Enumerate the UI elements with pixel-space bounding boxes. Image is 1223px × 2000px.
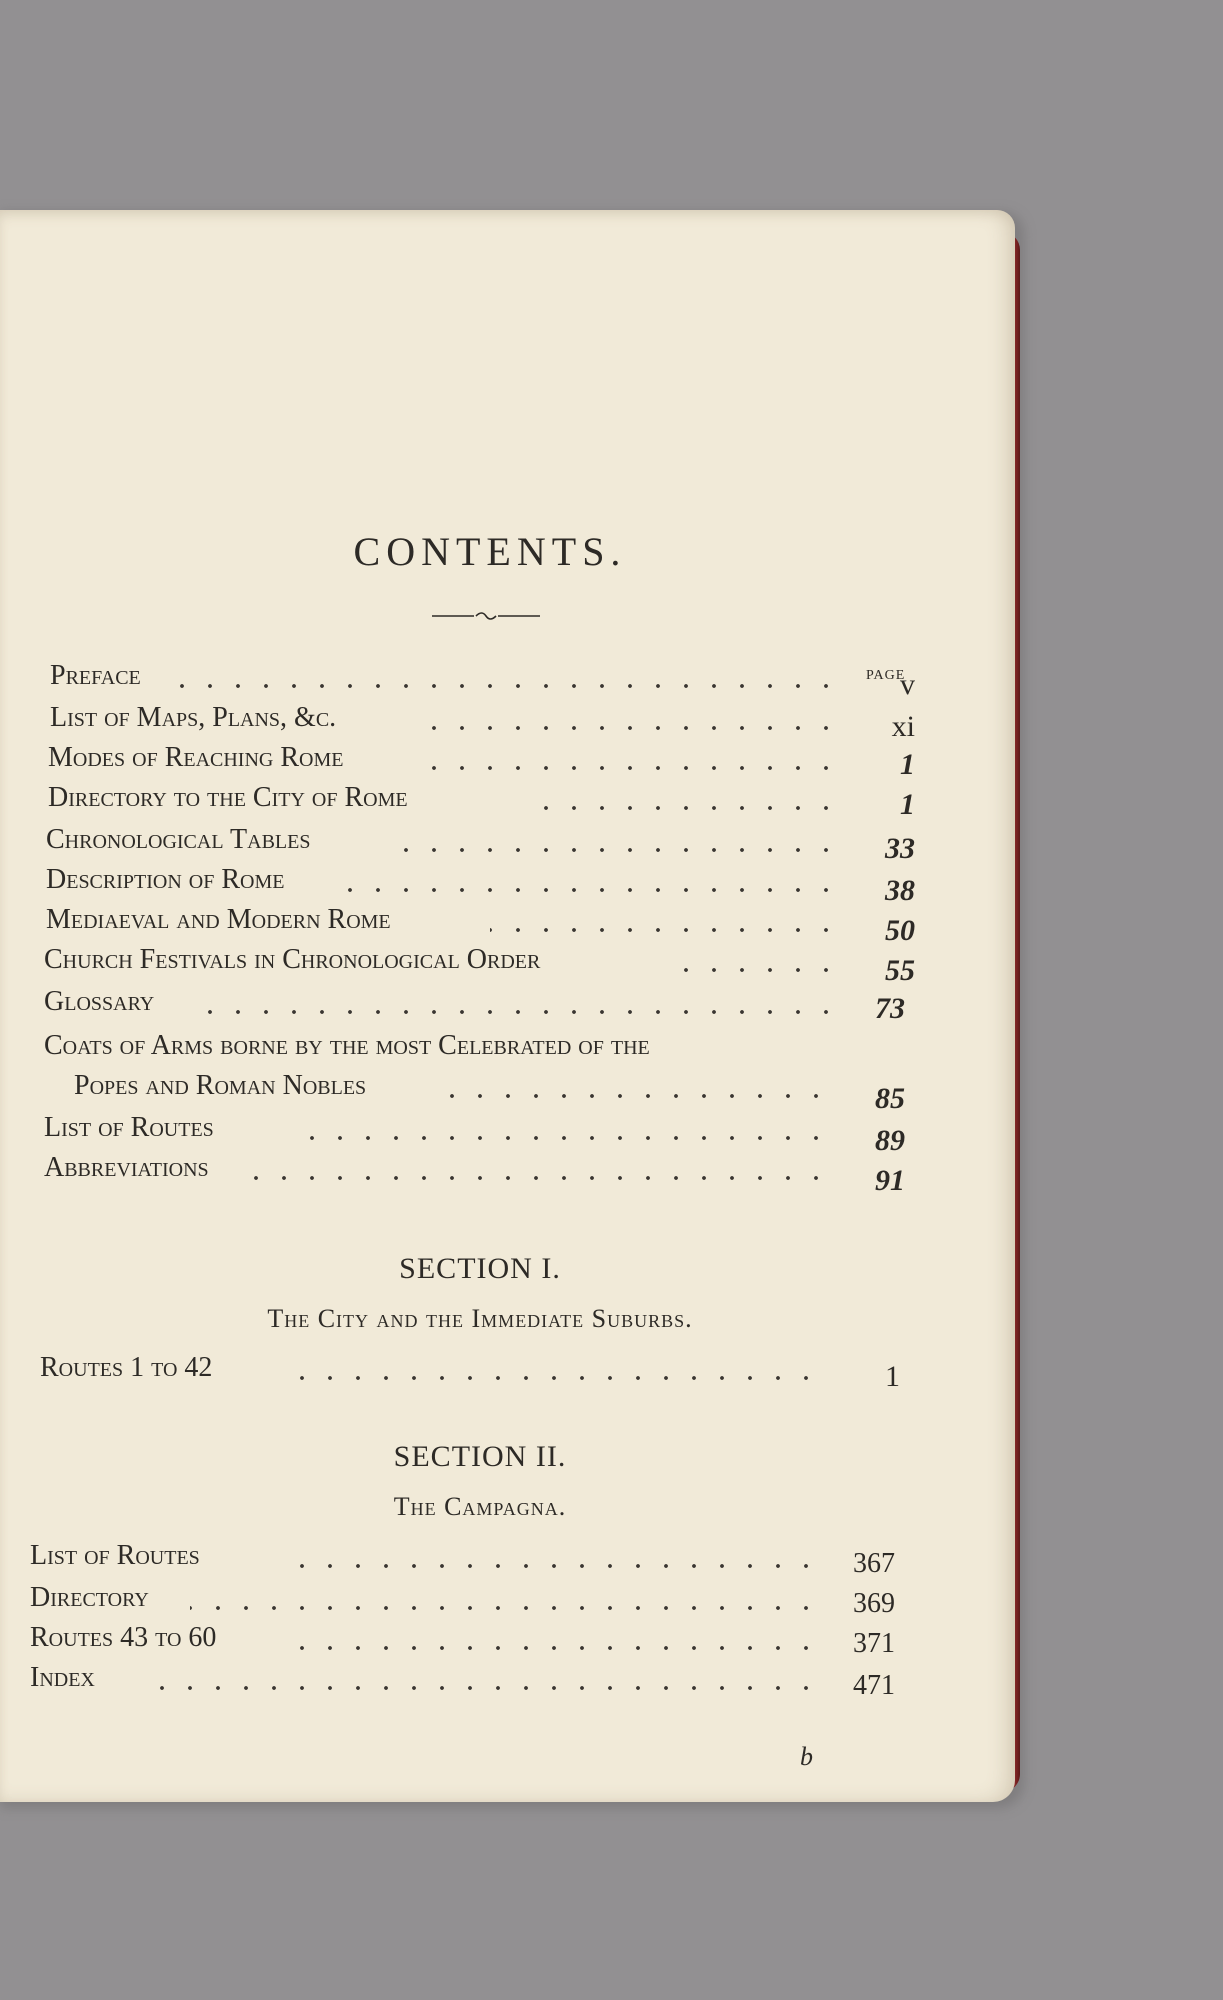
toc-entry xyxy=(0,824,960,864)
toc-entry-page: 369 xyxy=(853,1588,895,1619)
toc-entry-page: 367 xyxy=(853,1548,895,1579)
toc-entry-label: Description of Rome xyxy=(46,864,285,895)
toc-entry-page: 50 xyxy=(885,914,915,947)
leader-dots xyxy=(145,1686,820,1690)
toc-entry-page: 85 xyxy=(875,1082,905,1115)
toc-entry xyxy=(0,1112,960,1157)
leader-dots xyxy=(520,806,840,810)
toc-entry-label: Coats of Arms borne by the most Celebrated of the xyxy=(44,1030,650,1061)
toc-entry xyxy=(0,904,960,947)
leader-dots xyxy=(200,1010,840,1014)
toc-entry xyxy=(0,1662,960,1702)
section-1-heading: SECTION I. xyxy=(399,1252,561,1285)
toc-entry-page: 371 xyxy=(853,1628,895,1659)
toc-entry-page: 38 xyxy=(885,874,915,907)
leader-dots xyxy=(290,1646,820,1650)
leader-dots xyxy=(490,928,840,932)
book-page xyxy=(0,210,1015,1802)
toc-entry xyxy=(0,986,960,1026)
section-1-subtitle: The City and the Immediate Suburbs. xyxy=(267,1304,693,1333)
page-title: CONTENTS. xyxy=(353,529,627,574)
leader-dots xyxy=(345,888,840,892)
toc-entry xyxy=(0,1622,960,1662)
toc-entry-label: List of Routes xyxy=(44,1112,214,1143)
toc-entry xyxy=(0,1070,960,1115)
toc-entry xyxy=(0,944,960,987)
leader-dots xyxy=(280,1564,820,1568)
toc-entry-label: Popes and Roman Nobles xyxy=(74,1070,367,1101)
toc-entry xyxy=(0,702,960,742)
toc-entry xyxy=(0,864,960,907)
toc-entry-page: xi xyxy=(891,710,915,743)
toc-entry-page: 1 xyxy=(885,1360,900,1393)
toc-entry-label: Preface xyxy=(50,660,141,691)
leader-dots xyxy=(428,766,840,770)
toc-entry xyxy=(0,1540,960,1580)
toc-entry-page: 33 xyxy=(885,832,915,865)
toc-entry-page: 471 xyxy=(853,1670,895,1701)
toc-entry xyxy=(0,1352,960,1392)
toc-entry-label: Index xyxy=(30,1662,95,1693)
toc-entry xyxy=(0,1152,960,1197)
toc-entry xyxy=(0,742,960,782)
leader-dots xyxy=(290,1136,830,1140)
ornament-divider xyxy=(432,610,540,622)
toc-entry xyxy=(0,782,960,822)
toc-entry-label: Glossary xyxy=(44,986,155,1017)
leader-dots xyxy=(670,968,840,972)
toc-entry-page: 91 xyxy=(875,1164,905,1197)
toc-entry xyxy=(0,1030,960,1070)
toc-entry-label: Directory xyxy=(30,1582,149,1613)
toc-entry-label: Abbreviations xyxy=(44,1152,209,1183)
toc-entry-label: Routes 1 to 42 xyxy=(40,1352,213,1383)
section-2-heading: SECTION II. xyxy=(393,1440,567,1473)
leader-dots xyxy=(170,684,840,688)
leader-dots xyxy=(395,848,840,852)
toc-entry-label: Church Festivals in Chronological Order xyxy=(44,944,541,975)
leader-dots xyxy=(190,1606,820,1610)
toc-entry-label: List of Routes xyxy=(30,1540,200,1571)
leader-dots xyxy=(250,1176,830,1180)
toc-entry-label: Modes of Reaching Rome xyxy=(48,742,344,773)
section-2-subtitle: The Campagna. xyxy=(393,1492,567,1521)
leader-dots xyxy=(425,726,840,730)
toc-entry-page: 89 xyxy=(875,1124,905,1157)
toc-entry xyxy=(0,1582,960,1622)
leader-dots xyxy=(435,1094,830,1098)
toc-entry-page: v xyxy=(900,668,915,701)
toc-entry xyxy=(0,660,960,700)
page-column-heading: PAGE xyxy=(866,668,906,683)
toc-entry-label: Routes 43 to 60 xyxy=(30,1622,217,1653)
toc-entry-label: Chronological Tables xyxy=(46,824,311,855)
signature-mark: b xyxy=(800,1742,813,1771)
toc-entry-page: 1 xyxy=(900,788,915,821)
toc-entry-label: Mediaeval and Modern Rome xyxy=(46,904,391,935)
toc-entry-page: 55 xyxy=(885,954,915,987)
toc-entry-page: 73 xyxy=(875,992,905,1025)
leader-dots xyxy=(290,1376,820,1380)
toc-entry-label: List of Maps, Plans, &c. xyxy=(50,702,337,733)
toc-entry-page: 1 xyxy=(900,748,915,781)
toc-entry-label: Directory to the City of Rome xyxy=(48,782,408,813)
